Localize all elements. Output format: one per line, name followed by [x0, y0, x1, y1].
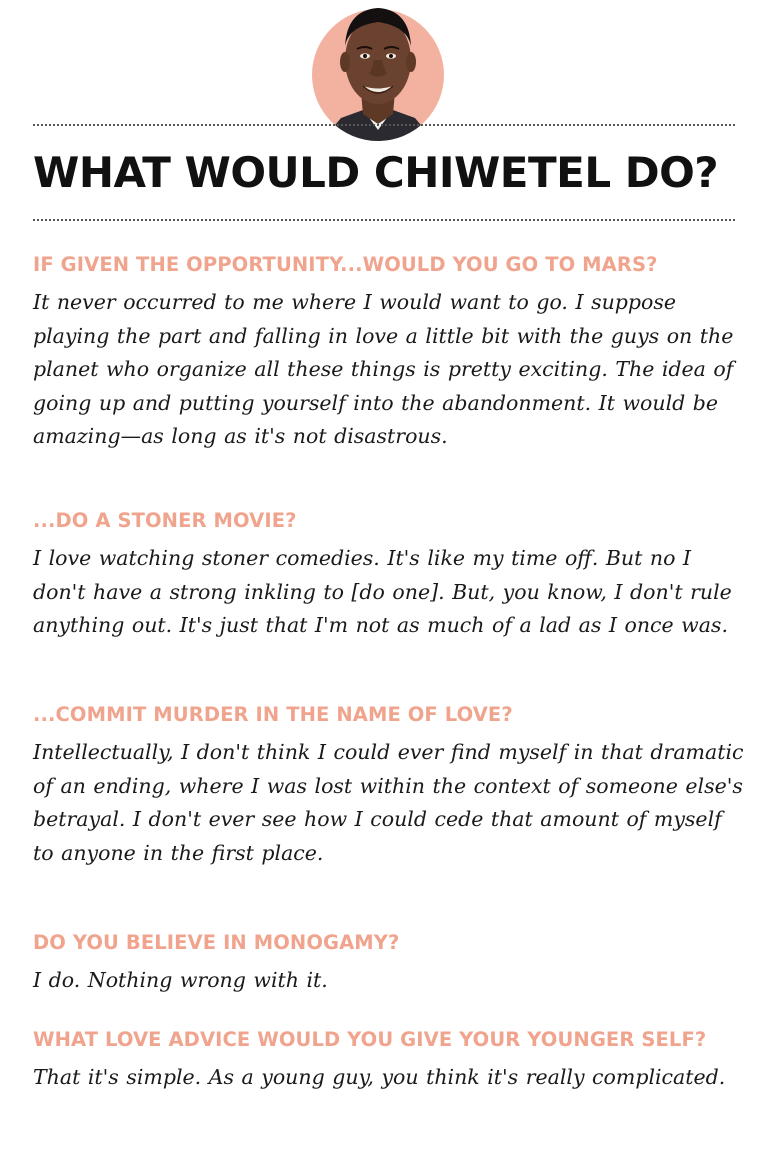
- divider-top: [33, 124, 735, 126]
- portrait-photo-icon: [311, 0, 445, 142]
- divider-bottom: [33, 219, 735, 221]
- qa-item-stoner-movie: [33, 508, 745, 643]
- qa-item-love-advice: [33, 1027, 745, 1095]
- page-title: WHAT WOULD CHIWETEL DO?: [33, 148, 719, 197]
- answer-text: I love watching stoner comedies. It's like my time off. But no I don't have a strong inkling to [do one]. But, you know, I don't rule anything out. It's just that I'm not as much of a lad as I once was.: [33, 546, 732, 637]
- answer-text: Intellectually, I don't think I could ever find myself in that dramatic of an ending, where I was lost within the context of someone else's betrayal. I don't ever see how I could cede that amount of myself to anyone in the first place.: [33, 740, 744, 865]
- question-heading: DO YOU BELIEVE IN MONOGAMY?: [33, 931, 400, 954]
- qa-item-mars: [33, 252, 745, 454]
- qa-item-monogamy: [33, 930, 745, 998]
- avatar: [311, 0, 445, 142]
- answer-text: I do. Nothing wrong with it.: [33, 968, 328, 992]
- question-heading: IF GIVEN THE OPPORTUNITY...WOULD YOU GO TO MARS?: [33, 253, 658, 276]
- question-heading: ...DO A STONER MOVIE?: [33, 509, 297, 532]
- answer-text: It never occurred to me where I would want to go. I suppose playing the part and falling in love a little bit with the guys on the planet who organize all these things is pretty exciting. The idea of going up and putting yourself into the abandonment. It would be amazing—as long as it's not disastrous.: [33, 290, 734, 448]
- answer-text: That it's simple. As a young guy, you think it's really complicated.: [33, 1065, 726, 1089]
- question-heading: ...COMMIT MURDER IN THE NAME OF LOVE?: [33, 703, 513, 726]
- question-heading: WHAT LOVE ADVICE WOULD YOU GIVE YOUR YOUNGER SELF?: [33, 1028, 707, 1051]
- qa-item-murder: [33, 702, 745, 870]
